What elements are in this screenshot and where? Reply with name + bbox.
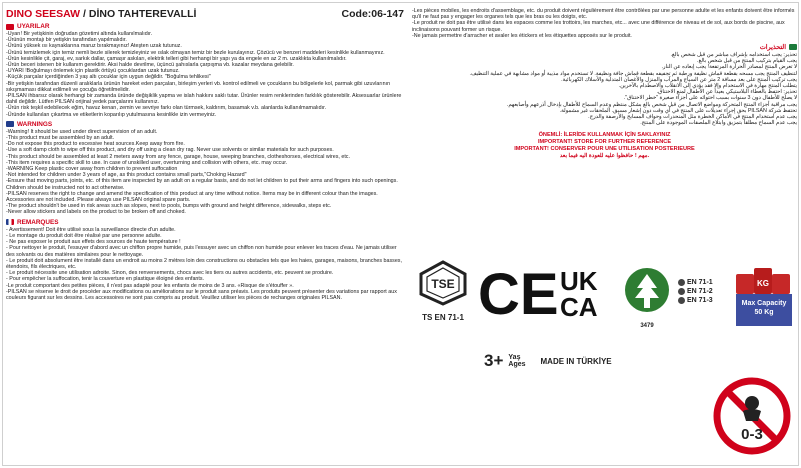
fr-warning-line: - Le produit nécessite une utilisation adroite. Sinon, des renversements, chocs avec les tiers ou autres accidents, etc. peuvent se produire. [6,270,334,277]
ce-mark [478,268,558,320]
tse-standard-label: TS EN 71-1 [422,313,464,322]
fr-warnings [6,227,404,301]
capacity-label: Max Capacity [741,300,787,307]
notice-tr: ÖNEMLİ: İLERİDE KULLANMAK İÇİN SAKLAYINIZ [538,132,671,139]
tse-logo [414,260,472,322]
age-yas: Yaş [508,354,521,361]
fr-warning-line: -Les pièces mobiles, les endroits d'assemblage, etc. du produit doivent régulièrement être contrôlées par une personne adulte et les enfants doivent être informés qu'il ne faut pas y engager les organes tels que les bras ou les doigts, etc. [412,8,795,21]
title-en: DINO SEESAW [6,8,81,20]
fr-warning-line: -Ne jamais permettre d'arracher et avaler les étickers et les étiquettes apposés sur le produit. [412,32,632,39]
age-labels [508,354,525,368]
fr-warning-line: -Le produit ne doit pas être utilisé dans les espaces comme les trottoirs, les marches, etc... avec une différence de niveau et de sol, aux bords de piscine, aux inclinaisons pouvant former un risque. [412,20,785,33]
kg-badge-text: KG [757,279,769,288]
fr-warning-line: - Le produit doit absolument être installé dans un endroit au moins 2 mètres loin des constructions ou obstacles tels que les haies, garages, maisons, branches basses, étendoirs, fils électriques, etc. [6,257,402,270]
fr-warning-line: - Ne pas exposer le produit aux effets des sources de haute température ! [6,239,181,246]
fr-heading-text: REMARQUES [17,218,59,226]
tr-warning-line: -Uyarı! Bir yetişkinin doğrudan gözetimi altında kullanılmalıdır. [6,31,153,37]
en-warning-line: -Use a soft damp cloth to wipe off this product, and dry off using a clean dry rag. Never use solvents or similar materials for such purposes. [6,147,334,154]
en-heading-text: WARNINGS [17,120,53,128]
tr-warning-line: -PILSAN ihbarsız olarak herhangi bir zamanda üründe değişiklik yapma ve islah hakkını saklı tutar. Ürünler resim renklerinden farklılık gösterebilir. Aksesuarlar ürünlere dahil değildir. Lütfen PILSAN orijinal yedek parçalarını kullanınız. [6,93,402,106]
standard-dot-icon [678,297,685,304]
product-title [6,8,196,20]
tr-heading [6,23,404,30]
tree-number: 3479 [640,323,654,329]
en-standard-item [678,278,724,287]
tr-warning-line: -Ürünü temizlemek için temiz nemli bezle silerek temizleyiniz ve ıslak olmayan temiz bir bezle kurulayınız. Çözücü ve benzeri maddeleri kesinlikle kullanmayınız. [6,49,385,56]
fr-warnings-continued [412,8,797,39]
capacity-box [736,294,792,326]
ar-warning-line: لا تعرض المنتج لمصادر الحرارة المرتفعة! يجب إبعاده عن النار. [661,64,797,71]
en-warnings [6,129,404,216]
capacity-value: 50 Kg [754,309,774,316]
right-column [412,8,797,466]
notice-fr: IMPORTANT! CONSERVER POUR UNE UTILISATION POSTERIEURE [514,146,695,153]
tr-warning-line: -Ürün kesinlikle çit, garaj, ev, sarkık dallar, çamaşır askıları, elektrik telleri gibi herhangi bir yapı ya da engele en az 2 m. uzaklıkta kullanılmalıdır. [6,55,347,62]
fr-heading [6,219,404,226]
ar-heading-text: التحذيرات [759,44,786,52]
under-3-warning [712,373,792,459]
certification-logos [412,260,797,340]
tr-warning-line: -Ürünü yüksek ısı kaynaklarına maruz bırakmayınız! Ateşten uzak tutunuz. [6,43,182,50]
en-warning-line: -Do not expose this product to excessive heat sources.Keep away from fire. [6,141,185,148]
ar-warning-line: لا يصلح للأطفال دون 3 سنوات بسبب احتوائه على أجزاء صغيرة "خطر الاختناق". [623,95,797,102]
ar-warning-line: يجب عدم السماح مطلقاً بتمزيق وابتلاع الملصقات الموجودة على المنتج. [640,120,797,127]
en-warning-line: -This item requires a specific skill to use. In case of unskilled user, overturning and collision with others, etc. may occur. [6,159,288,166]
title-sep: / [80,8,89,20]
en-standard-item [678,296,724,305]
arabic-flag-icon [789,44,797,50]
ar-warning-line: لتنظيف المنتج يجب مسحه بقطعة قماش نظيفة ورطبة ثم تجفيفه بقطعة قماش جافة ونظيفة. لا تستخدم مواد مذيبة أو مواد مشابهة في عملية التنظيف. [469,70,797,77]
en-standard-text: EN 71-1 [687,279,713,286]
max-capacity-badge [730,264,796,336]
uk-flag-icon [6,121,14,127]
notice-block [412,132,797,159]
title-bar [6,8,404,20]
tr-warning-line: -Ürün risk teşkil edebilecek eğim, havuz kenarı, zemin ve sevriye farkı olan türmsek, kaldırım, basamak v.b. alanlarda kullanılmamalıdır. [6,105,327,112]
en-standards [678,278,724,305]
fr-warning-line: - Avertissement! Doit être utilisé sous la surveillance directe d'un adulte. [6,226,176,233]
fr-warning-line: - Pour empêcher la suffocation, tenir la couverture en plastique éloigné des enfants. [6,276,205,283]
fr-warning-line: - Pour nettoyer le produit, l'essuyer d'abord avec un chiffon propre humide, puis l'essuyer avec un chiffon non humide pour enlever les traces d'eau. Ne jamais utiliser des solvants ou des matières similaires pour le nettoyage. [6,245,397,258]
ce-text: CE [478,268,558,320]
tse-text: TSE [431,277,455,291]
tr-warnings [6,31,404,118]
product-code: Code:06-147 [341,8,404,20]
notice-ar: مهم ! حافظوا عليه للعودة اليه فيما بعد. [559,152,650,159]
en-warning-line: -PILSAN reserves the right to change and amend the specification of this product at any time without notice. Items may be in different colour than the images. Accessories are not included. Please always use PILSAN original spare parts. [6,190,378,204]
ukca-mark [560,266,612,318]
ar-warning-line: يجب القيام بتركيب المنتج من قبل شخص بالغ. [697,58,797,65]
made-in-label: MADE IN TÜRKİYE [540,356,612,366]
en-warning-line: -This product must be assembled by an adult. [6,135,115,142]
tr-warning-line: -UYARI !Boğulmayı önlemek için plastik örtüyü çocuklardan uzak tutunuz. [6,68,180,75]
ukca-mark-icon [560,266,612,318]
france-flag-icon [6,219,14,225]
tse-hexagon-icon [417,260,469,306]
no-under-3-icon [712,373,792,459]
left-column [6,8,404,466]
ar-warnings [412,52,797,126]
age-range-text: 0-3 [741,426,763,443]
ukca-top-text: UK [560,266,598,296]
en-standard-item [678,287,724,296]
en-warning-line: -Ensure that moving parts, joints, etc. of this item are inspected by an adult on a regular basis, and do not let children to put their arms and fingers into such openings. Children should be instructed not to act otherwise. [6,178,398,191]
ar-warning-line: يجب عدم استخدام المنتج في الأماكن الخطرة مثل المنحدرات وحواف المسابح والأرصفة والدرج. [588,114,797,121]
notice-en: IMPORTANT! STORE FOR FURTHER REFERENCE [537,139,672,146]
tr-warning-line: -Bir yetişkin tarafından düzenli aralıklarla ürünün hareket eden parçaları, birleşim yerleri vb. kontrol edilmeli ve çocukların bu bölgelerle kol, parmak gibi uzuvlarının sıkışmaması dikkat edilmeli ve çocuğa öğretilmelidir. [6,80,391,93]
ar-warning-line: تحذير: يجب استخدامه بإشراف مباشر من قبل شخص بالغ. [670,52,797,59]
tr-warning-line: -Ürün beceri istenen bir kullanım gerektirir. Aksi halde devrilme, üçüncü şahıslarla çarpışma vb. kazalar meydana gelebilir. [6,62,294,69]
ar-warning-line: تحتفظ شركة PILSAN بحق إجراء تعديلات على المنتج في أي وقت دون إشعار مسبق. الملحقات غير مشمولة. [559,107,797,114]
en-warning-line: -Not intended for children under 3 years of age, as this product contains small parts,"Choking Hazard" [6,172,247,179]
en-warning-line: -Never allow stickers and labels on the product to be broken off and choked. [6,209,186,216]
age-number: 3+ [484,351,504,370]
tr-heading-text: UYARILAR [17,23,50,30]
age-ages: Ages [508,361,526,368]
en-warning-line: -Warning! It should be used under direct supervision of an adult. [6,128,158,135]
ce-mark-icon [478,268,558,320]
standard-dot-icon [678,288,685,295]
weights-icon [730,264,796,296]
ar-warning-line: تحذير: احتفظ بالغطاء البلاستيكي بعيداً عن الأطفال لمنع الاختناق. [656,89,797,96]
turkey-flag-icon [6,24,14,30]
en-heading [6,121,404,128]
tr-warning-line: -Küçük parçalar içerdiğinden 3 yaş altı çocuklar için uygun değildir. "Boğulma tehlikesi" [6,74,211,81]
standard-dot-icon [678,279,685,286]
tree-recycle-icon [623,266,671,318]
age-made-row [484,346,724,376]
tr-warning-line: -Ürünün montajı bir yetişkin tarafından yapılmalıdır. [6,37,127,44]
ar-heading [412,43,797,51]
en-warning-line: -The product shouldn't be used in risk areas such as slopes, next to pools, bumps with ground and height difference, sidewalks, steps etc. [6,203,332,210]
title-tr: DİNO TAHTEREVALLİ [88,8,197,20]
ar-warning-line: يتطلب المنتج مهارة في الاستخدام وإلا فقد يؤدي إلى الانقلاب والاصطدام بالآخرين. [618,83,797,90]
fr-warning-line: -PILSAN se réserve le droit de procéder aux modifications ou améliorations sur le produit sans préavis. Les produits peuvent présenter des variations par rapport aux couleurs figurant sur les dessins. Les accessoires ne sont pas compris au produit. Veuillez utiliser les pièces de rechanges originales PILSAN. [6,288,397,301]
en-warning-line: -WARNING Keep plastic cover away from children to prevent suffocation [6,166,178,173]
en-standard-text: EN 71-2 [687,288,713,295]
ar-warning-line: يجب تركيب المنتج على بعد مسافة 2 متر عن السياج والمرآب والمنزل والأغصان المتدلية والأسلاك الكهربائية. [561,76,797,83]
fr-warning-line: - Le montage du produit doit être réalisé par une personne adulte. [6,232,162,239]
en-standard-text: EN 71-3 [687,297,713,304]
ar-warning-line: يجب مراقبة أجزاء المنتج المتحركة ومواضع الاتصال من قبل شخص بالغ بشكل منتظم وعدم السماح للأطفال بإدخال أذرعهم وأصابعهم. [506,101,797,108]
tr-warning-line: -Üründe kullanılan çıkartma ve etiketlerin koparılıp yutulmasına kesinlikle izin vermeyiniz. [6,111,217,118]
ukca-bottom-text: CA [560,292,598,318]
fr-warning-line: -Le produit comportant des petites pièces, il n'est pas adapté pour les enfants de moins de 3 ans. «Risque de s'étouffer ». [6,282,294,289]
en-warning-line: -This product should be assembled at least 2 meters away from any fence, garage, house, weeping branches, clotheshorses, electrical wires, etc. [6,153,350,160]
green-dot-logo [620,266,674,328]
